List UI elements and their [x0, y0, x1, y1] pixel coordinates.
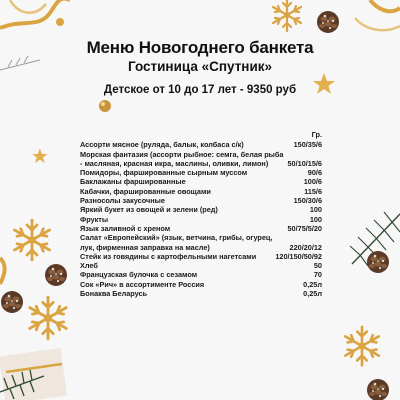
menu-item: [80, 252, 322, 261]
pine-branch-bottom-left: [0, 370, 44, 399]
menu-item: [80, 140, 322, 149]
menu-item-weight: 50/10/15/6: [287, 158, 322, 168]
snowflake-icon: [345, 327, 379, 365]
menu-item-name: Помидоры, фаршированные сырным муссом: [80, 168, 248, 178]
menu-item-name: Кабачки, фаршированные овощами: [80, 186, 211, 196]
menu-item-weight: 50/75/5/20: [287, 223, 322, 233]
ribbon-top-right: [355, 0, 400, 30]
menu-item: [80, 196, 322, 205]
menu-item: [80, 215, 322, 224]
gift-box: [0, 348, 67, 400]
menu-item: [80, 289, 322, 298]
menu-item-weight: 50: [313, 261, 322, 271]
menu-item-name: Хлеб: [80, 261, 98, 271]
pinecone-icon: [1, 291, 23, 313]
snowflake-icon: [273, 0, 301, 31]
unit-header: Гр.: [311, 130, 322, 139]
menu-item-name: Фрукты: [80, 214, 109, 224]
menu-item-name: Морская фантазия (ассорти рыбное: семга, белая рыба - масляная, красная икра, маслины, оливки, лимон): [80, 149, 284, 168]
menu-item-weight: 220/20/12: [289, 242, 322, 252]
kids-price-note: Детское от 10 до 17 лет - 9350 руб: [103, 84, 297, 96]
menu-item-weight: 150/35/6: [293, 140, 322, 150]
menu-item: [80, 261, 322, 270]
menu-item: [80, 187, 322, 196]
menu-item: [80, 205, 322, 214]
menu-item: [80, 280, 322, 289]
snowflake-icon: [15, 220, 50, 260]
menu-item: [80, 224, 322, 233]
page-title: Меню Новогоднего банкета: [86, 38, 314, 57]
menu-item-weight: 115/6: [304, 186, 322, 196]
pinecone-icon: [367, 251, 389, 273]
star-icon: [32, 148, 47, 163]
pinecone-icon: [317, 11, 339, 33]
menu-item: [80, 168, 322, 177]
menu-item-weight: 0,25л: [303, 279, 322, 289]
menu-item-weight: 0,25л: [303, 289, 322, 299]
menu-item-name: Разносолы закусочные: [80, 196, 165, 206]
menu-item-name: Салат «Европейский» (язык, ветчина, грибы, огурец, лук, фирменная заправка на масле): [80, 233, 273, 252]
menu-item-name: Французская булочка с сезамом: [80, 270, 198, 280]
ornament-ball: [99, 100, 111, 112]
menu-item-name: Язык заливной с хреном: [80, 223, 171, 233]
menu-item: [80, 233, 322, 252]
ribbon-top-left: [0, 0, 70, 28]
menu-item: [80, 177, 322, 186]
menu-item: [80, 150, 322, 169]
menu-list: [80, 130, 322, 298]
snowflake-icon: [30, 297, 66, 339]
pinecone-icon: [367, 379, 389, 400]
menu-item-weight: 90/6: [307, 168, 322, 178]
menu-item-name: Яркий букет из овощей и зелени (ред): [80, 205, 218, 215]
menu-item-name: Ассорти мясное (руляда, балык, колбаса с/к): [80, 140, 244, 150]
menu-item-weight: 100: [309, 205, 322, 215]
menu-item-weight: 150/30/6: [293, 196, 322, 206]
menu-item-weight: 100/6: [303, 177, 322, 187]
menu-item: [80, 270, 322, 279]
menu-item-weight: 70: [313, 270, 322, 280]
venue-subtitle: Гостиница «Спутник»: [127, 59, 273, 74]
pine-branch-right: [350, 212, 400, 266]
menu-item-name: Баклажаны фаршированные: [80, 177, 186, 187]
ribbon-left: [0, 258, 5, 284]
menu-unit-header-row: [80, 130, 322, 139]
menu-item-weight: 100: [309, 214, 322, 224]
menu-item-name: Сок «Рич» в ассортименте Россия: [80, 279, 205, 289]
pinecone-icon: [45, 264, 67, 286]
menu-item-name: Стейк из говядины с картофельными нагетсами: [80, 251, 257, 261]
menu-item-weight: 120/150/50/92: [275, 251, 322, 261]
menu-item-name: Бонаква Беларусь: [80, 289, 148, 299]
